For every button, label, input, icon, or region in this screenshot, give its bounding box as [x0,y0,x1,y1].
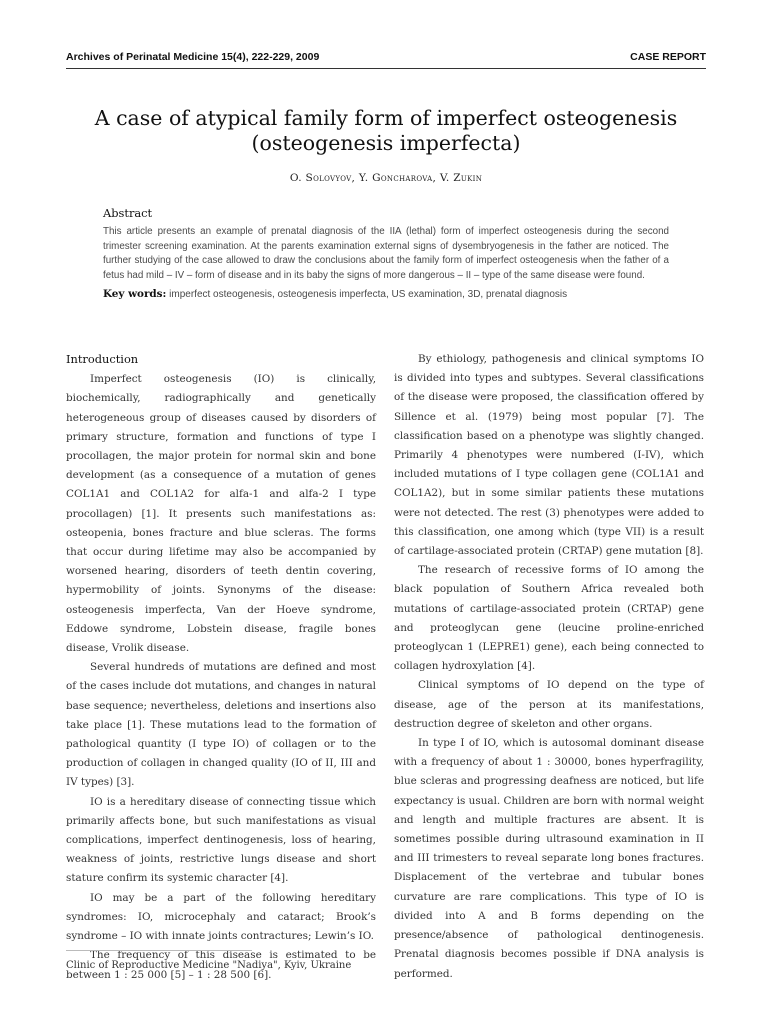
left-column [66,350,376,985]
right-column [394,350,704,984]
journal-citation: Archives of Perinatal Medicine 15(4), 222-229, 2009 [66,51,320,63]
author-list: O. Solovyov, Y. Goncharova, V. Zukin [289,172,483,184]
affiliation-footnote: Clinic of Reproductive Medicine "Nadiya", Kyiv, Ukraine [66,960,352,971]
article-title [66,106,706,156]
paragraph: In type I of IO, which is autosomal dominant disease with a frequency of about 1 : 30000, bones hyperfragility, blue scleras and progressing deafness are noticed, but life expectancy is usual. Children are born with normal weight and length and multiple fractures are absent. It is sometimes possible during ultrasound examination in II and III trimesters to reveal separate long bones fractures. Displacement of the vertebrae and tubular bones curvature are rare complications. This type of IO is divided into A and B forms depending on the presence/absence of pathological dentinogenesis. Prenatal diagnosis becomes possible if DNA analysis is performed. [394,737,704,980]
footnote-rule [66,950,252,951]
keywords-line [103,287,669,302]
introduction-heading: Introduction [66,352,139,366]
paragraph: Imperfect osteogenesis (IO) is clinically, biochemically, radiographically and genetically heterogeneous group of diseases caused by disorders of primary structure, formation and functions of type I procollagen, the major protein for normal skin and bone development (as a consequence of a mutation of genes COL1A1 and COL1A2 for alfa-1 and alfa-2 I type procollagen) [1]. It presents such manifestations as: osteopenia, bones fracture and blue scleras. The forms that occur during lifetime may also be accompanied by worsened hearing, disorders of teeth dentin covering, hypermobility of joints. Synonyms of the disease: osteogenesis imperfecta, Van der Hoeve syndrome, Eddowe syndrome, Lobstein disease, fragile bones disease, Vrolik disease. [66,373,376,655]
header-rule [66,68,706,69]
section-label: CASE REPORT [630,51,706,63]
title-line-1: A case of atypical family form of imperfect osteogenesis [94,106,678,130]
paragraph: Several hundreds of mutations are defined and most of the cases include dot mutations, and changes in natural base sequence; nevertheless, deletions and insertions also take place [1]. These mutations lead to the formation of pathological quantity (I type IO) of collagen or to the production of collagen in changed quality (IO of II, III and IV types) [3]. [66,661,376,789]
paragraph: The frequency of this disease is estimated to be between 1 : 25 000 [5] – 1 : 28 500 [6]. [66,949,376,981]
title-line-2: (osteogenesis imperfecta) [251,131,521,155]
abstract-block [103,206,669,302]
paragraph: Clinical symptoms of IO depend on the type of disease, age of the person at its manifestations, destruction degree of skeleton and other organs. [394,679,704,730]
keywords-text: imperfect osteogenesis, osteogenesis imperfecta, US examination, 3D, prenatal diagnosis [169,289,568,301]
running-header [66,51,706,67]
abstract-text: This article presents an example of prenatal diagnosis of the IIA (lethal) form of imperfect osteogenesis during the second trimester screening examination. At the parents examination external signs of dysembryogenesis in the father are noticed. The further studying of the case allowed to draw the conclusions about the family form of imperfect osteogenesis when the father of a fetus had mild – IV – form of disease and in its baby the signs of more dangerous – II – type of the same disease were found. [103,226,669,281]
paragraph: IO may be a part of the following hereditary syndromes: IO, microcephaly and cataract; Brook’s syndrome – IO with innate joints contractures; Lewin’s IO. [66,891,376,943]
keywords-label: Key words: [103,288,167,301]
abstract-heading: Abstract [103,206,153,220]
paragraph: By ethiology, pathogenesis and clinical symptoms IO is divided into types and subtypes. Several classifications of the disease were proposed, the classification offered by Sillence et al. (1979) being most popular [7]. The classification based on a phenotype was slightly changed. Primarily 4 phenotypes were numbered (I-IV), which included mutations of I type collagen gene (COL1A1 and COL1A2), but in some similar patients these mutations were not detected. The rest (3) phenotypes were added to this classification, one among which (type VII) is a result of cartilage-associated protein (CRTAP) gene mutation [8]. [394,353,704,558]
paragraph: The research of recessive forms of IO among the black population of Southern Africa revealed both mutations of cartilage-associated protein (CRTAP) gene and proteoglycan gene (leucine proline-enriched proteoglycan 1 (LEPRE1) gene), each being connected to collagen hydroxylation [4]. [394,564,704,673]
paragraph: IO is a hereditary disease of connecting tissue which primarily affects bone, but such manifestations as visual complications, imperfect dentinogenesis, loss of hearing, weakness of joints, restrictive lungs disease and short stature confirm its systemic character [4]. [66,795,376,885]
